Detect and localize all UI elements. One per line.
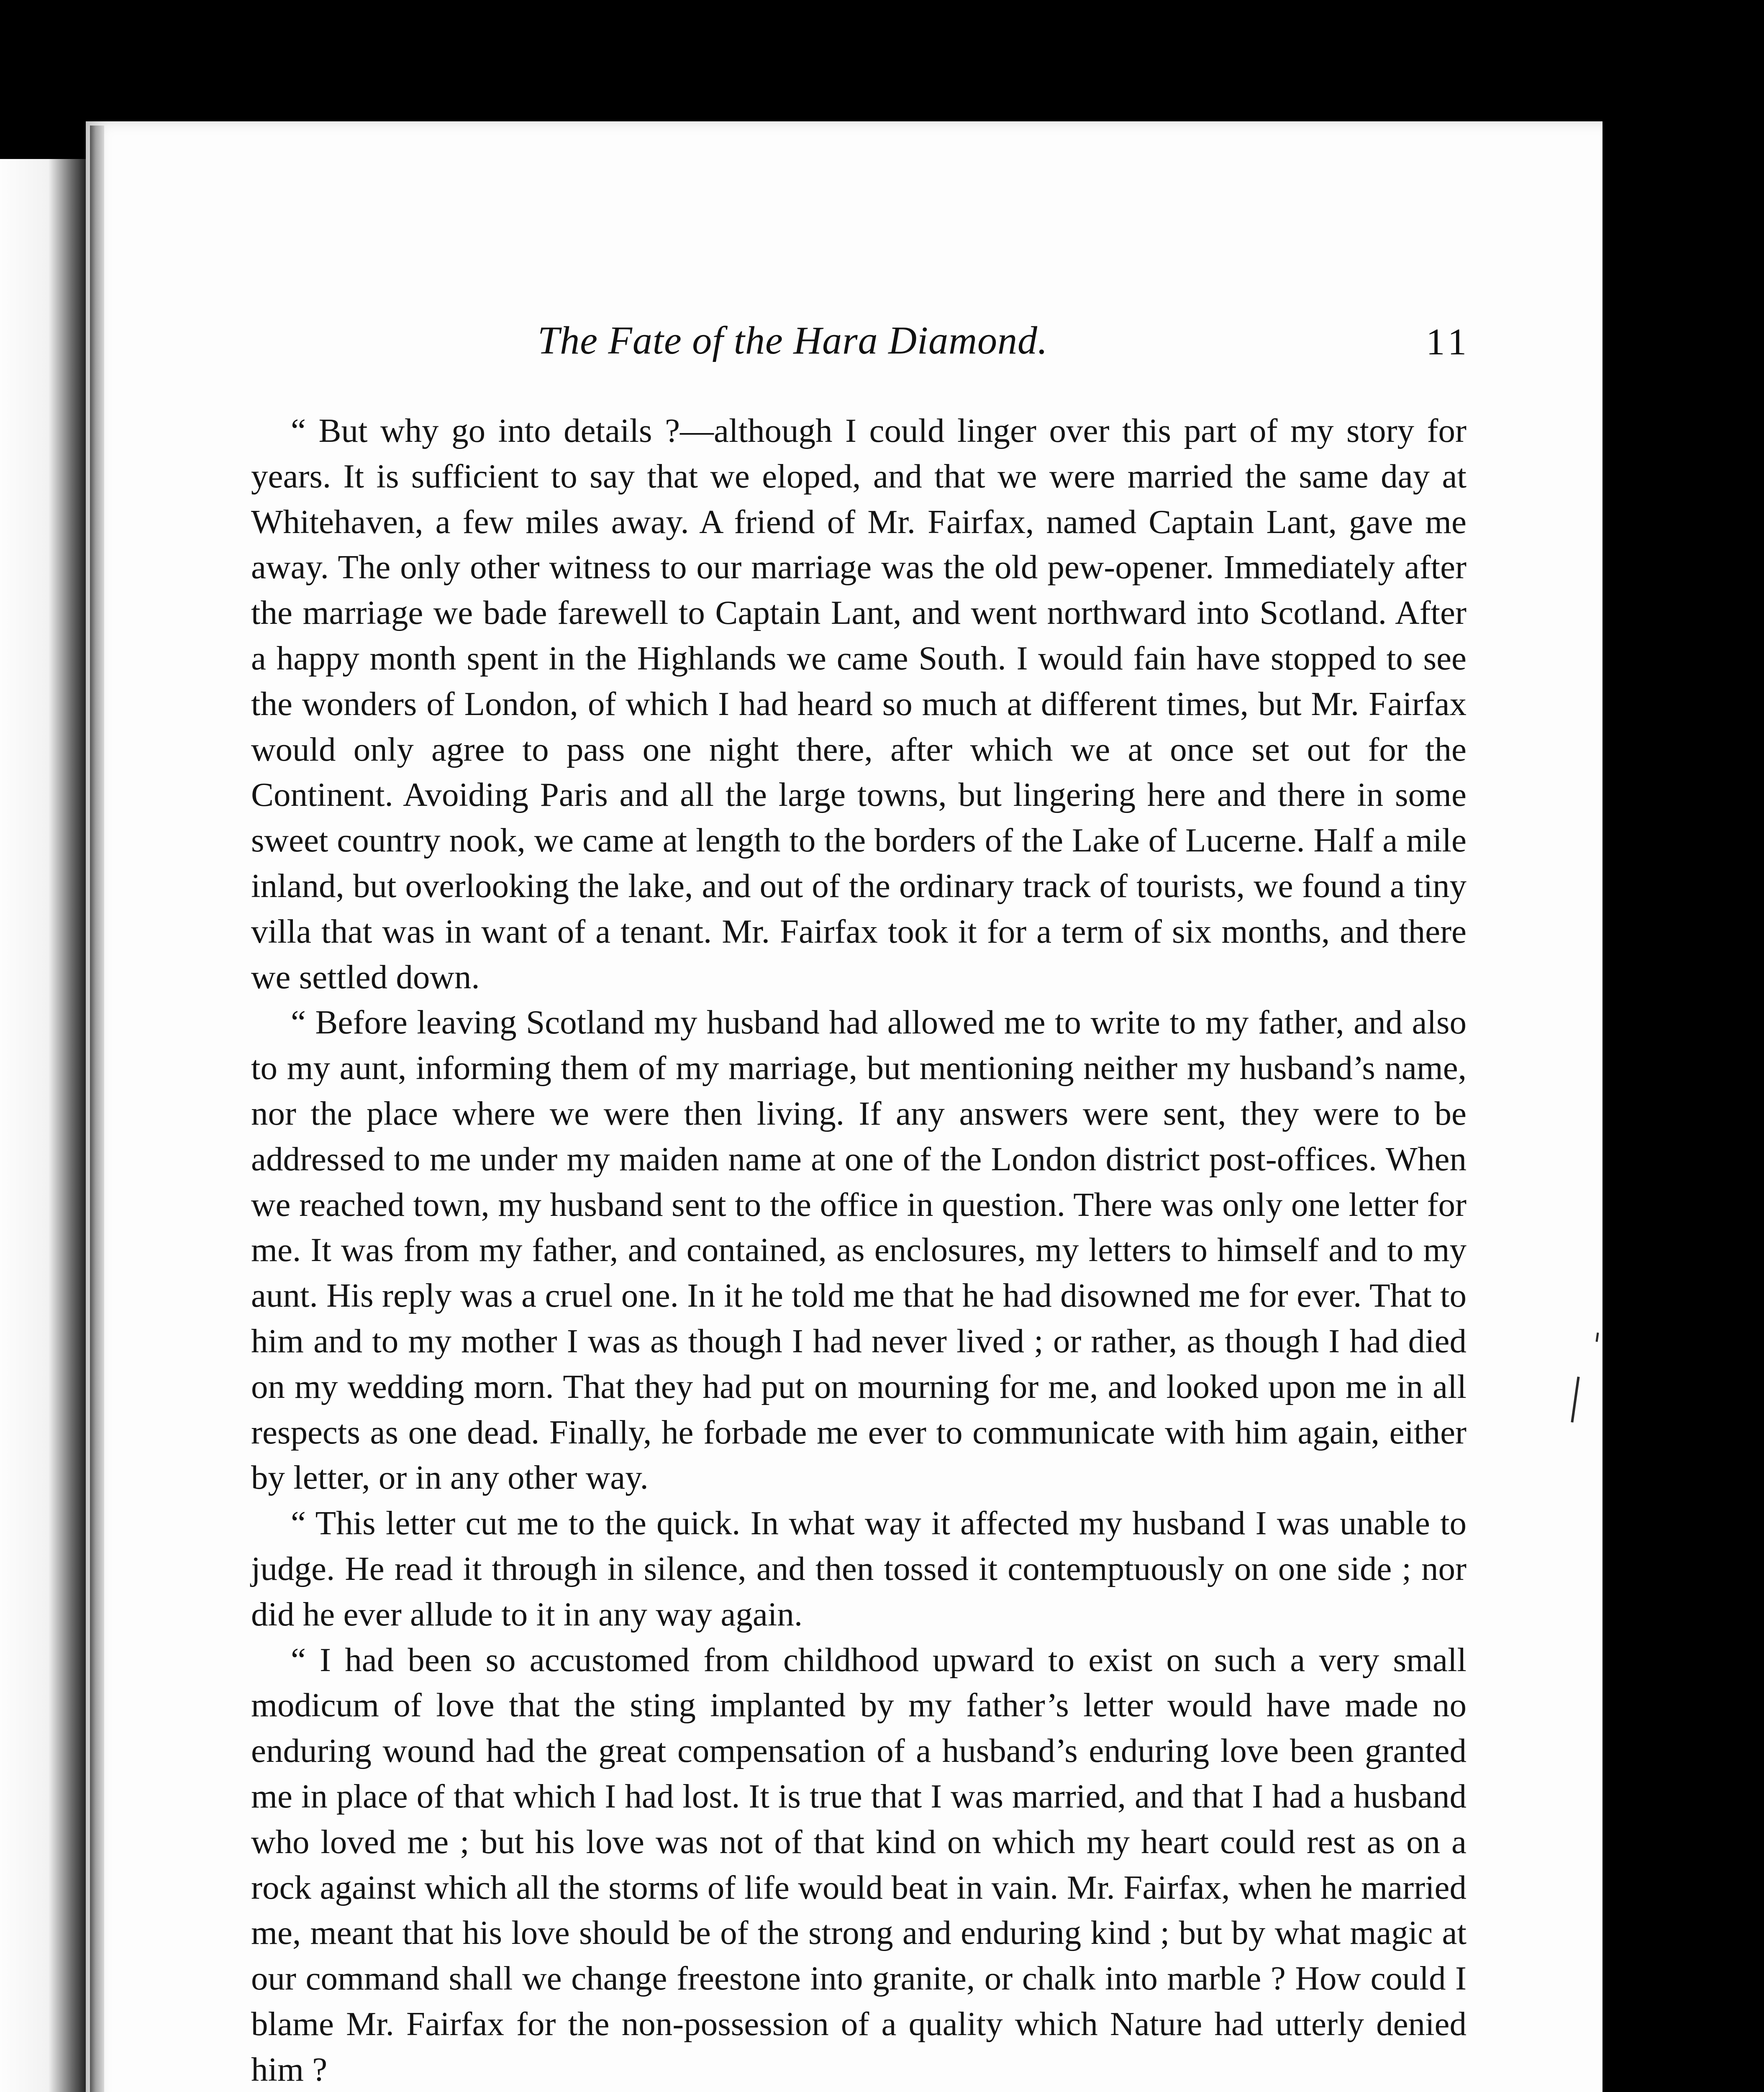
paragraph: “ But why go into details ?—although I could linger over this part of my story for years. It is sufficient to say that we eloped, and that we were married the same day at Whitehaven, a few miles away. A friend of Mr. Fairfax, named Captain Lant, gave me away. The only other witness to our marriage was the old pew-opener. Immediately after the marriage we bade farewell to Captain Lant, and went northward into Scotland. After a happy month spent in the Highlands we came South. I would fain have stopped to see the wonders of London, of which I had heard so much at different times, but Mr. Fairfax would only agree to pass one night there, after which we at once set out for the Continent. Avoiding Paris and all the large towns, but lingering here and there in some sweet country nook, we came at length to the borders of the Lake of Lucerne. Half a mile inland, but overlooking the lake, and out of the ordinary track of tourists, we found a tiny villa that was in want of a tenant. Mr. Fairfax took it for a term of six months, and there we settled down. [251, 412, 1467, 996]
running-title: The Fate of the Hara Diamond. [538, 319, 1048, 362]
paragraph: “ This letter cut me to the quick. In what way it affected my husband I was unable to judge. He read it through in silence, and then tossed it contemptuously on one side ; nor did he ever allude to it in any way again. [251, 1504, 1467, 1633]
scanner-background-right [1602, 121, 1764, 2092]
scanner-background-top [0, 0, 1764, 117]
paragraph: “ Before leaving Scotland my husband had allowed me to write to my father, and also to my aunt, informing them of my marriage, but mentioning neither my husband’s name, nor the place where we were then living. If any answers were sent, they were to be addressed to me under my maiden name at one of the London district post-offices. When we reached town, my husband sent to the office in question. There was only one letter for me. It was from my father, and contained, as enclosures, my letters to himself and to my aunt. His reply was a cruel one. In it he told me that he had disowned me for ever. That to him and to my mother I was as though I had never lived ; or rather, as though I had died on my wedding morn. That they had put on mourning for me, and looked upon me in all respects as one dead. Finally, he forbade me ever to communicate with him again, either by letter, or in any other way. [251, 1003, 1467, 1497]
paragraph: “ I had been so accustomed from childhood upward to exist on such a very small modicum of love that the sting implanted by my father’s letter would have made no enduring wound had the great compensation of a husband’s enduring love been granted me in place of that which I had lost. It is true that I was married, and that I had a husband who loved me ; but his love was not of that kind on which my heart could rest as on a rock against which all the storms of life would beat in vain. Mr. Fairfax, when he married me, meant that his love should be of the strong and enduring kind ; but by what magic at our command shall we change freestone into granite, or chalk into marble ? How could I blame Mr. Fairfax for the non-possession of a quality which Nature had utterly denied him ? [251, 1641, 1467, 2088]
page-number: 11 [1426, 321, 1471, 363]
page-header [249, 318, 1471, 368]
previous-page-edge [0, 159, 88, 2092]
binding-gutter-shadow [90, 126, 104, 2092]
page-body [251, 408, 1467, 2092]
